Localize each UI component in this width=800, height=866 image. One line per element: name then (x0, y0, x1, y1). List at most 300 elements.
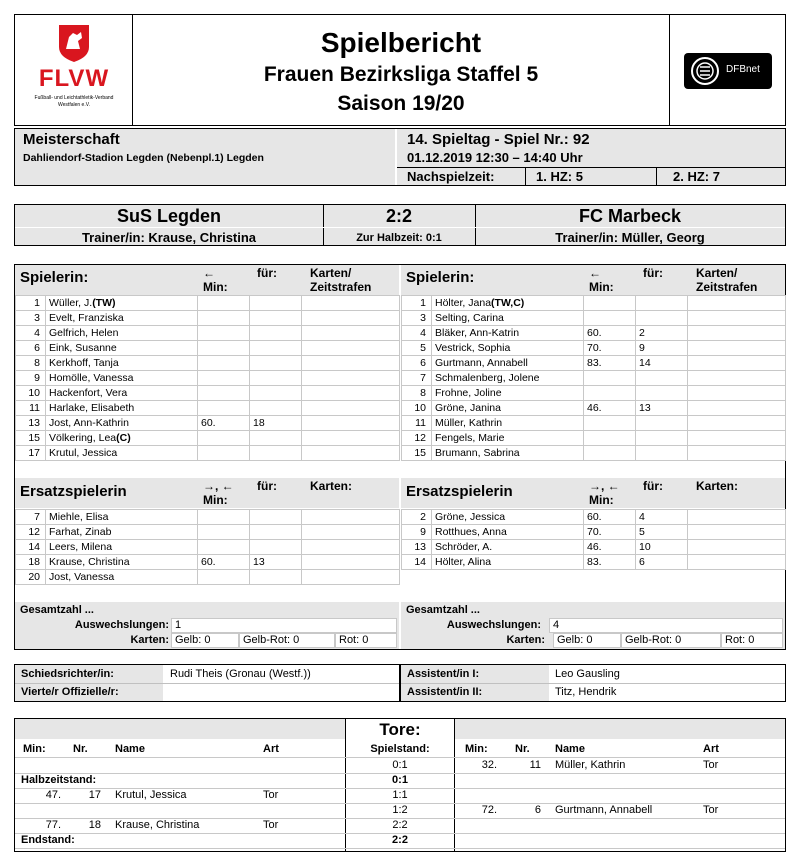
player-cards (688, 311, 786, 326)
goals-col-nr: Nr. (515, 743, 530, 755)
table-row (16, 341, 400, 356)
player-cards (302, 401, 400, 416)
goals-col-min: Min: (23, 743, 46, 755)
stoppage-label: Nachspielzeit: (407, 169, 495, 184)
table-row (402, 555, 786, 570)
player-cards (688, 446, 786, 461)
player-name-text: Völkering, Lea (49, 432, 117, 444)
dfb-emblem-icon (690, 56, 720, 86)
officials (14, 664, 786, 702)
player-number: 4 (402, 326, 432, 341)
sub-for-number (250, 570, 302, 585)
player-number: 13 (402, 540, 432, 555)
player-name (432, 371, 584, 386)
player-cards (302, 525, 400, 540)
sub-for-number: 14 (636, 356, 688, 371)
player-name-text: Bläker, Ann-Katrin (435, 327, 520, 339)
player-number: 1 (16, 296, 46, 311)
player-name-text: Jost, Ann-Kathrin (49, 417, 129, 429)
player-cards (688, 386, 786, 401)
player-name (46, 371, 198, 386)
dfbnet-badge (684, 53, 772, 89)
player-role-tag: (TW,C) (491, 297, 525, 309)
sub-for-number (636, 446, 688, 461)
sub-for-number (250, 401, 302, 416)
sub-minute: 83. (584, 555, 636, 570)
home-substitutions-count: 1 (171, 618, 397, 633)
player-number: 7 (402, 371, 432, 386)
subs-col-label: Ersatzspielerin (20, 483, 127, 500)
sub-minute: 60. (584, 326, 636, 341)
table-row (16, 371, 400, 386)
matchday: 14. Spieltag - Spiel Nr.: 92 (407, 131, 590, 148)
player-name-text: Hölter, Jana (435, 297, 492, 309)
home-red: Rot: 0 (335, 633, 397, 648)
sub-minute (584, 431, 636, 446)
player-number: 11 (16, 401, 46, 416)
home-team: SuS Legden (116, 206, 221, 226)
sub-minute (198, 371, 250, 386)
player-name (46, 446, 198, 461)
table-row (16, 540, 400, 555)
sub-for-number (250, 356, 302, 371)
player-number: 8 (402, 386, 432, 401)
cards-label: Karten: (130, 634, 169, 646)
home-subs-table (15, 509, 400, 585)
home-yellow: Gelb: 0 (171, 633, 239, 648)
goal-minute: 72. (481, 804, 497, 816)
assistant1-label: Assistent/in I: (407, 668, 480, 680)
fourth-official-label: Vierte/r Offizielle/r: (21, 686, 119, 698)
table-row (16, 356, 400, 371)
player-name (46, 570, 198, 585)
player-number: 11 (402, 416, 432, 431)
table-row (16, 296, 400, 311)
table-row (16, 401, 400, 416)
player-number: 8 (16, 356, 46, 371)
player-number: 13 (16, 416, 46, 431)
player-name (46, 401, 198, 416)
final-score: 2:2 (385, 206, 412, 226)
goal-player-number: 18 (88, 819, 101, 831)
goal-score: 1:2 (392, 804, 408, 816)
dfbnet-text: DFBnet (726, 64, 760, 75)
sub-for-number (250, 540, 302, 555)
player-name-text: Hölter, Alina (435, 556, 492, 568)
player-cards (688, 326, 786, 341)
player-name (46, 326, 198, 341)
min-col-label: Min: (589, 280, 614, 294)
cards-label: Karten: (506, 634, 545, 646)
sub-minute: 60. (198, 416, 250, 431)
score-block (14, 204, 786, 246)
player-number: 3 (402, 311, 432, 326)
logo-text: FLVW (38, 65, 110, 92)
player-number: 15 (402, 446, 432, 461)
away-players-table (401, 295, 786, 461)
player-name (46, 341, 198, 356)
cards-col-label-b: Zeitstrafen (696, 280, 758, 294)
cards-col-label-a: Karten/ (696, 266, 738, 280)
sub-minute (198, 326, 250, 341)
player-cards (302, 326, 400, 341)
sub-minute: 70. (584, 341, 636, 356)
player-cards (302, 311, 400, 326)
home-coach: Trainer/in: Krause, Christina (81, 230, 257, 245)
player-name (46, 540, 198, 555)
dfb-logo-area (669, 15, 785, 125)
player-cards (688, 525, 786, 540)
player-name (432, 401, 584, 416)
player-number: 6 (16, 341, 46, 356)
player-name (432, 356, 584, 371)
table-row (16, 510, 400, 525)
table-row (16, 570, 400, 585)
match-info (14, 128, 786, 186)
sub-minute: 60. (584, 510, 636, 525)
away-team: FC Marbeck (578, 206, 682, 226)
home-subs-header (15, 478, 399, 508)
goal-minute: 77. (45, 819, 61, 831)
player-number: 10 (402, 401, 432, 416)
min-col-label: Min: (203, 493, 228, 507)
player-number: 12 (16, 525, 46, 540)
min-col-label: Min: (203, 280, 228, 294)
assistant2-label: Assistent/in II: (407, 686, 483, 698)
sub-for-number (250, 341, 302, 356)
goal-minute: 47. (45, 789, 61, 801)
player-name (432, 386, 584, 401)
player-number: 4 (16, 326, 46, 341)
player-name (432, 341, 584, 356)
flvw-logo (15, 15, 133, 125)
goals-title-right-bg (455, 719, 785, 739)
stoppage-row (397, 167, 785, 185)
sub-minute (198, 386, 250, 401)
league-title: Frauen Bezirksliga Staffel 5 (263, 63, 539, 86)
sub-minute (198, 510, 250, 525)
player-name-text: Rotthues, Anna (435, 526, 507, 538)
sub-for-number: 6 (636, 555, 688, 570)
player-cards (302, 296, 400, 311)
min-col-label: Min: (589, 493, 614, 507)
player-name (432, 525, 584, 540)
table-row (402, 431, 786, 446)
sub-minute (584, 416, 636, 431)
total-label: Gesamtzahl ... (406, 604, 480, 616)
player-name-text: Frohne, Joline (435, 387, 502, 399)
referee-label: Schiedsrichter/in: (21, 668, 114, 680)
player-name (432, 431, 584, 446)
competition: Meisterschaft (23, 131, 120, 148)
goal-minute: 32. (481, 759, 497, 771)
total-label: Gesamtzahl ... (20, 604, 94, 616)
player-cards (302, 386, 400, 401)
cards-col-label: Karten: (696, 479, 739, 493)
sub-for-number (250, 431, 302, 446)
sub-minute (198, 570, 250, 585)
sub-minute (198, 341, 250, 356)
goals-title: Tore: (379, 720, 421, 739)
player-name-text: Krause, Christina (49, 556, 130, 568)
sub-minute (198, 311, 250, 326)
table-row (402, 446, 786, 461)
table-row (402, 416, 786, 431)
goal-player-name: Krause, Christina (115, 819, 200, 831)
player-name-text: Homölle, Vanessa (49, 372, 134, 384)
table-row (402, 341, 786, 356)
player-cards (688, 371, 786, 386)
for-col-label: für: (257, 266, 277, 280)
player-cards (688, 356, 786, 371)
player-number: 10 (16, 386, 46, 401)
substitutions-label: Auswechslungen: (446, 619, 541, 631)
player-col-label: Spielerin: (20, 269, 89, 286)
player-number: 18 (16, 555, 46, 570)
goal-score: 1:1 (392, 789, 408, 801)
goal-type: Tor (703, 759, 719, 771)
goals-col-name: Name (115, 743, 145, 755)
player-number: 3 (16, 311, 46, 326)
player-name-text: Fengels, Marie (435, 432, 505, 444)
player-number: 17 (16, 446, 46, 461)
sub-minute: 46. (584, 401, 636, 416)
goals-col-nr: Nr. (73, 743, 88, 755)
goal-score: 2:2 (392, 819, 408, 831)
sub-minute: 83. (584, 356, 636, 371)
for-col-label: für: (257, 479, 277, 493)
goals-col-type: Art (263, 743, 279, 755)
datetime: 01.12.2019 12:30 – 14:40 Uhr (407, 150, 583, 165)
cards-col-label-a: Karten/ (310, 266, 352, 280)
player-name (46, 431, 198, 446)
goal-player-number: 17 (88, 789, 101, 801)
header (14, 14, 786, 126)
sub-for-number (250, 446, 302, 461)
sub-minute (584, 446, 636, 461)
sub-for-number (636, 386, 688, 401)
player-number: 14 (402, 555, 432, 570)
sub-for-number: 5 (636, 525, 688, 540)
sub-minute (198, 356, 250, 371)
second-half-stoppage: 2. HZ: 7 (673, 169, 720, 184)
table-row (16, 311, 400, 326)
goal-type: Tor (263, 819, 279, 831)
table-row (16, 386, 400, 401)
player-name (46, 386, 198, 401)
away-subs-header (401, 478, 785, 508)
sub-for-number (636, 311, 688, 326)
sub-for-number (250, 326, 302, 341)
player-name-text: Selting, Carina (435, 312, 504, 324)
player-cards (302, 510, 400, 525)
player-name-text: Evelt, Franziska (49, 312, 124, 324)
player-cards (688, 296, 786, 311)
sub-minute: 70. (584, 525, 636, 540)
home-players-table (15, 295, 400, 461)
table-row (402, 371, 786, 386)
goal-player-name: Krutul, Jessica (115, 789, 187, 801)
subs-col-label: Ersatzspielerin (406, 483, 513, 500)
table-row (16, 431, 400, 446)
logo-subtext: Fußball- und Leichtathletik-Verband Westfalen e.V. (34, 95, 114, 108)
sub-for-number: 2 (636, 326, 688, 341)
player-name-text: Hackenfort, Vera (49, 387, 128, 399)
player-name-text: Krutul, Jessica (49, 447, 118, 459)
sub-arrow: →, ← (203, 479, 234, 493)
goal-player-name: Gurtmann, Annabell (555, 804, 653, 816)
halftime-label: Halbzeitstand: (21, 774, 97, 786)
player-name-text: Schröder, A. (435, 541, 493, 553)
table-row (402, 326, 786, 341)
goal-type: Tor (703, 804, 719, 816)
score-hline (15, 227, 785, 228)
sub-for-number (250, 386, 302, 401)
away-subs-table (401, 509, 786, 570)
player-cards (302, 555, 400, 570)
player-cards (688, 555, 786, 570)
sub-minute (198, 446, 250, 461)
sub-minute (198, 296, 250, 311)
sub-minute (584, 371, 636, 386)
away-yellow: Gelb: 0 (553, 633, 621, 648)
player-name-text: Farhat, Zinab (49, 526, 112, 538)
player-number: 6 (402, 356, 432, 371)
goal-player-number: 6 (534, 804, 541, 816)
first-half-stoppage: 1. HZ: 5 (525, 168, 657, 186)
table-row (402, 525, 786, 540)
for-col-label: für: (643, 479, 663, 493)
player-number: 9 (402, 525, 432, 540)
sub-minute (198, 431, 250, 446)
cards-col-label: Karten: (310, 479, 353, 493)
table-row (16, 446, 400, 461)
player-number: 14 (16, 540, 46, 555)
player-cards (302, 341, 400, 356)
table-row (402, 386, 786, 401)
player-name (432, 296, 584, 311)
player-name (432, 446, 584, 461)
player-cards (302, 540, 400, 555)
player-number: 20 (16, 570, 46, 585)
player-name-text: Jost, Vanessa (49, 571, 115, 583)
sub-minute (584, 296, 636, 311)
away-totals (401, 602, 785, 649)
player-role-tag: (TW) (92, 297, 116, 309)
sub-for-number: 13 (636, 401, 688, 416)
player-cards (688, 540, 786, 555)
home-lineup-header (15, 265, 399, 295)
sub-minute (198, 525, 250, 540)
sub-for-number: 4 (636, 510, 688, 525)
player-cards (688, 431, 786, 446)
player-name-text: Eink, Susanne (49, 342, 117, 354)
player-name-text: Gurtmann, Annabell (435, 357, 528, 369)
player-cards (302, 570, 400, 585)
player-name-text: Gröne, Janina (435, 402, 501, 414)
player-name (46, 510, 198, 525)
home-totals (15, 602, 399, 649)
player-number: 12 (402, 431, 432, 446)
player-name-text: Brumann, Sabrina (435, 447, 520, 459)
goal-player-name: Müller, Kathrin (555, 759, 626, 771)
player-cards (302, 356, 400, 371)
sub-minute (198, 401, 250, 416)
player-name (432, 326, 584, 341)
sub-minute: 46. (584, 540, 636, 555)
player-col-label: Spielerin: (406, 269, 475, 286)
player-name-text: Gelfrich, Helen (49, 327, 119, 339)
table-row (402, 296, 786, 311)
away-red: Rot: 0 (721, 633, 783, 648)
player-name (432, 510, 584, 525)
player-name (432, 555, 584, 570)
referee-name: Rudi Theis (Gronau (Westf.)) (170, 668, 311, 680)
sub-for-number (636, 431, 688, 446)
player-name (46, 296, 198, 311)
player-cards (688, 401, 786, 416)
sub-for-number (250, 510, 302, 525)
away-coach: Trainer/in: Müller, Georg (555, 230, 705, 245)
player-name (432, 540, 584, 555)
player-name (432, 311, 584, 326)
player-name-text: Harlake, Elisabeth (49, 402, 135, 414)
sub-for-number (636, 371, 688, 386)
sub-minute (584, 311, 636, 326)
player-number: 5 (402, 341, 432, 356)
sub-for-number (250, 296, 302, 311)
goal-score: 0:1 (392, 759, 408, 771)
player-name (46, 555, 198, 570)
goal-score: 2:2 (392, 834, 408, 846)
goals-col-min: Min: (465, 743, 488, 755)
for-col-label: für: (643, 266, 663, 280)
goal-player-number: 11 (529, 759, 541, 771)
sub-for-number: 18 (250, 416, 302, 431)
player-name-text: Miehle, Elisa (49, 511, 109, 523)
player-number: 15 (16, 431, 46, 446)
report-title: Spielbericht (320, 27, 482, 58)
sub-for-number: 10 (636, 540, 688, 555)
goals-row-line (15, 848, 785, 849)
min-arrow: ← (203, 266, 215, 280)
player-name (46, 356, 198, 371)
sub-minute (198, 540, 250, 555)
player-cards (302, 371, 400, 386)
player-number: 7 (16, 510, 46, 525)
table-row (16, 326, 400, 341)
table-row (402, 311, 786, 326)
player-name-text: Kerkhoff, Tanja (49, 357, 119, 369)
player-name-text: Leers, Milena (49, 541, 113, 553)
player-cards (688, 510, 786, 525)
player-cards (302, 446, 400, 461)
sub-for-number (250, 311, 302, 326)
table-row (16, 416, 400, 431)
player-cards (302, 431, 400, 446)
table-row (402, 401, 786, 416)
player-name (432, 416, 584, 431)
away-yellowred: Gelb-Rot: 0 (621, 633, 721, 648)
final-label: Endstand: (21, 834, 75, 846)
player-number: 9 (16, 371, 46, 386)
table-row (402, 540, 786, 555)
player-cards (302, 416, 400, 431)
home-yellowred: Gelb-Rot: 0 (239, 633, 335, 648)
goals-section (14, 718, 786, 852)
cards-col-label-b: Zeitstrafen (310, 280, 372, 294)
sub-for-number: 9 (636, 341, 688, 356)
